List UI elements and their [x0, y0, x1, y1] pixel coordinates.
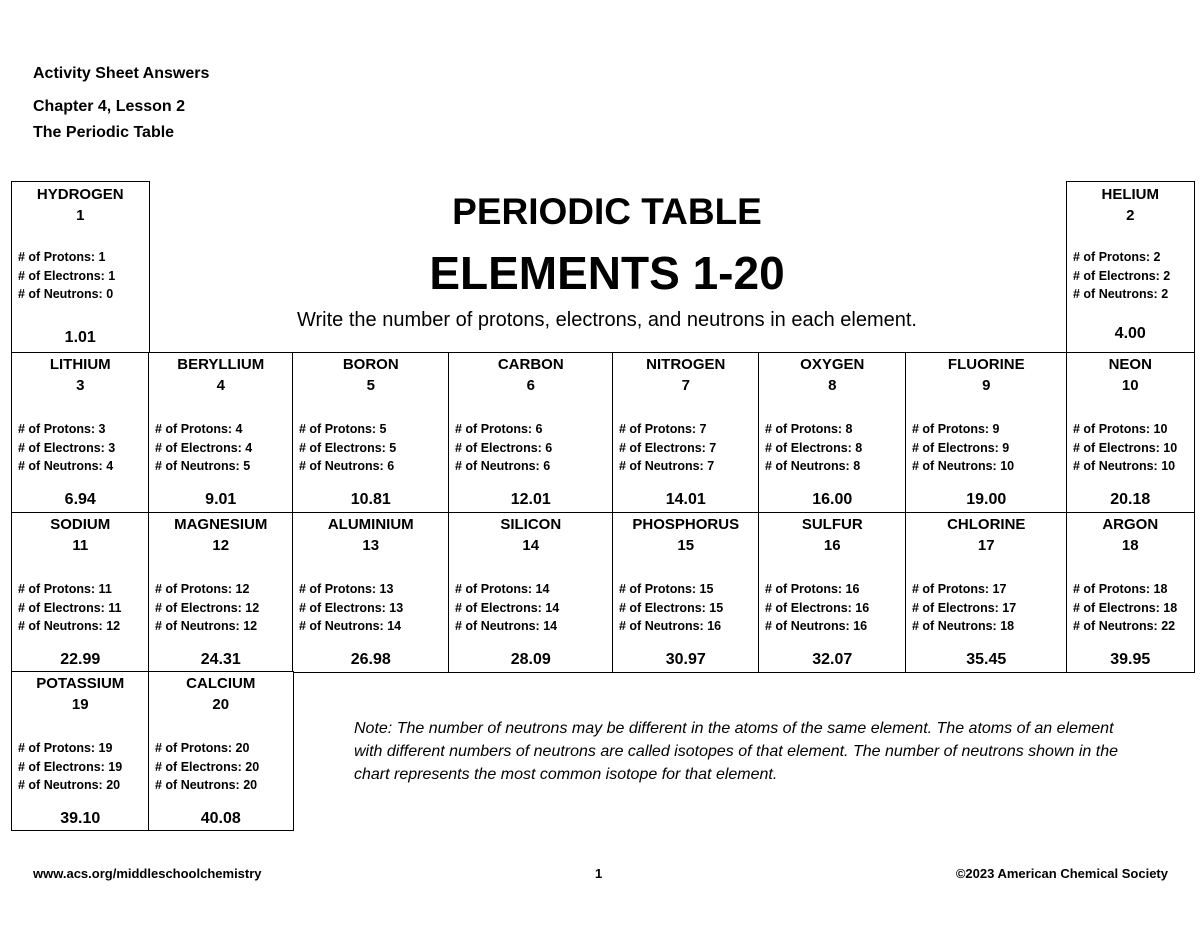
element-cell-argon [1066, 512, 1195, 673]
atomic-number: 16 [823, 537, 841, 554]
atomic-mass: 6.94 [64, 491, 96, 508]
element-cell-fluorine [905, 352, 1068, 514]
element-name: ALUMINIUM [327, 516, 414, 533]
particle-counts [455, 420, 552, 476]
protons-count: # of Protons: 10 [1073, 422, 1168, 436]
atomic-mass: 26.98 [350, 651, 391, 668]
electrons-count: # of Electrons: 1 [18, 268, 116, 283]
element-name: CARBON [497, 356, 564, 373]
element-cell-potassium [11, 671, 150, 831]
chapter-lesson-heading: Chapter 4, Lesson 2 [33, 98, 186, 115]
atomic-number: 13 [362, 537, 380, 554]
electrons-count: # of Electrons: 13 [299, 600, 404, 615]
element-cell-helium [1066, 181, 1195, 354]
electrons-count: # of Electrons: 20 [155, 759, 260, 774]
element-name: OXYGEN [800, 356, 865, 373]
particle-counts [155, 580, 259, 636]
element-cell-beryllium [148, 352, 294, 514]
element-cell-chlorine [905, 512, 1068, 673]
lesson-title-heading: The Periodic Table [33, 124, 175, 141]
title-line-1: PERIODIC TABLE [452, 191, 762, 232]
neutrons-count: # of Neutrons: 12 [18, 619, 121, 633]
element-cell-lithium [11, 352, 150, 514]
atomic-mass: 39.95 [1110, 651, 1151, 668]
atomic-number: 19 [71, 696, 89, 713]
particle-counts [18, 420, 115, 476]
particle-counts [912, 580, 1016, 636]
element-cell-neon [1066, 352, 1195, 514]
element-cell-boron [292, 352, 450, 514]
atomic-number: 8 [828, 377, 837, 394]
protons-count: # of Protons: 18 [1073, 582, 1168, 596]
particle-counts [1073, 248, 1170, 304]
element-name: NITROGEN [646, 356, 726, 373]
footer-url: www.acs.org/middleschoolchemistry [33, 866, 262, 881]
atomic-number: 20 [212, 696, 230, 713]
electrons-count: # of Electrons: 14 [455, 600, 560, 615]
neutrons-count: # of Neutrons: 14 [455, 619, 558, 633]
atomic-number: 11 [72, 537, 89, 554]
instruction-text: Write the number of protons, electrons, and neutrons in each element. [297, 309, 917, 331]
atomic-mass: 16.00 [812, 491, 853, 508]
element-name: HELIUM [1101, 186, 1159, 203]
atomic-mass: 24.31 [200, 651, 241, 668]
protons-count: # of Protons: 14 [455, 582, 550, 596]
atomic-mass: 9.01 [205, 491, 237, 508]
neutrons-count: # of Neutrons: 18 [912, 619, 1015, 633]
atomic-mass: 22.99 [60, 651, 101, 668]
neutrons-count: # of Neutrons: 16 [619, 619, 722, 633]
atomic-number: 9 [982, 377, 991, 394]
electrons-count: # of Electrons: 8 [765, 440, 863, 455]
particle-counts [155, 739, 259, 795]
neutrons-count: # of Neutrons: 0 [18, 287, 114, 301]
atomic-number: 14 [522, 537, 540, 554]
atomic-mass: 20.18 [1110, 491, 1151, 508]
neutrons-count: # of Neutrons: 4 [18, 459, 114, 473]
element-name: ARGON [1102, 516, 1159, 533]
atomic-number: 15 [677, 537, 695, 554]
element-cell-phosphorus [612, 512, 760, 673]
neutrons-count: # of Neutrons: 20 [18, 778, 121, 792]
atomic-mass: 1.01 [64, 329, 96, 346]
protons-count: # of Protons: 7 [619, 422, 707, 436]
element-name: NEON [1108, 356, 1152, 373]
atomic-mass: 30.97 [665, 651, 706, 668]
protons-count: # of Protons: 5 [299, 422, 387, 436]
electrons-count: # of Electrons: 18 [1073, 600, 1178, 615]
atomic-number: 4 [216, 377, 225, 394]
neutrons-count: # of Neutrons: 10 [1073, 459, 1176, 473]
electrons-count: # of Electrons: 10 [1073, 440, 1178, 455]
neutrons-count: # of Neutrons: 14 [299, 619, 402, 633]
element-cell-oxygen [758, 352, 907, 514]
isotope-note: Note: The number of neutrons may be different in the atoms of the same element. The atoms of an element with different numbers of neutrons are called isotopes of that element. The number of neutrons shown in the chart represents the most common isotope for that element. [354, 720, 1118, 783]
title-line-2: ELEMENTS 1-20 [429, 247, 785, 299]
electrons-count: # of Electrons: 17 [912, 600, 1017, 615]
element-name: CALCIUM [186, 675, 256, 692]
footer-copyright: ©2023 American Chemical Society [955, 866, 1168, 881]
element-cell-magnesium [148, 512, 294, 673]
atomic-number: 5 [366, 377, 375, 394]
element-name: BERYLLIUM [177, 356, 265, 373]
element-name: FLUORINE [947, 356, 1025, 373]
element-name: CHLORINE [947, 516, 1026, 533]
element-cell-sulfur [758, 512, 907, 673]
atomic-mass: 19.00 [966, 491, 1007, 508]
neutrons-count: # of Neutrons: 6 [455, 459, 551, 473]
element-name: LITHIUM [49, 356, 111, 373]
element-cell-silicon [448, 512, 614, 673]
electrons-count: # of Electrons: 19 [18, 759, 123, 774]
neutrons-count: # of Neutrons: 16 [765, 619, 868, 633]
protons-count: # of Protons: 17 [912, 582, 1007, 596]
protons-count: # of Protons: 11 [18, 582, 112, 596]
element-name: POTASSIUM [36, 675, 125, 692]
atomic-mass: 32.07 [812, 651, 853, 668]
protons-count: # of Protons: 1 [18, 250, 106, 264]
neutrons-count: # of Neutrons: 5 [155, 459, 251, 473]
protons-count: # of Protons: 4 [155, 422, 243, 436]
particle-counts [765, 580, 869, 636]
electrons-count: # of Electrons: 4 [155, 440, 253, 455]
particle-counts [619, 420, 716, 476]
electrons-count: # of Electrons: 15 [619, 600, 724, 615]
element-cell-hydrogen [11, 181, 150, 354]
protons-count: # of Protons: 3 [18, 422, 106, 436]
element-cell-aluminium [292, 512, 450, 673]
atomic-mass: 40.08 [200, 810, 241, 827]
electrons-count: # of Electrons: 7 [619, 440, 717, 455]
protons-count: # of Protons: 16 [765, 582, 860, 596]
element-cell-nitrogen [612, 352, 760, 514]
atomic-mass: 39.10 [60, 810, 101, 827]
element-name: SILICON [500, 516, 562, 533]
element-cell-carbon [448, 352, 614, 514]
particle-counts [18, 580, 122, 636]
protons-count: # of Protons: 6 [455, 422, 543, 436]
atomic-mass: 12.01 [510, 491, 551, 508]
particle-counts [299, 420, 396, 476]
atomic-number: 18 [1121, 537, 1139, 554]
atomic-mass: 35.45 [966, 651, 1007, 668]
activity-sheet-heading: Activity Sheet Answers [33, 65, 210, 82]
electrons-count: # of Electrons: 9 [912, 440, 1010, 455]
particle-counts [455, 580, 559, 636]
neutrons-count: # of Neutrons: 12 [155, 619, 258, 633]
element-cell-sodium [11, 512, 150, 673]
atomic-mass: 4.00 [1114, 325, 1146, 342]
electrons-count: # of Electrons: 6 [455, 440, 553, 455]
particle-counts [619, 580, 723, 636]
element-name: HYDROGEN [36, 186, 124, 203]
atomic-mass: 10.81 [350, 491, 391, 508]
element-name: SULFUR [801, 516, 863, 533]
electrons-count: # of Electrons: 3 [18, 440, 116, 455]
atomic-number: 6 [526, 377, 535, 394]
atomic-mass: 28.09 [510, 651, 551, 668]
neutrons-count: # of Neutrons: 6 [299, 459, 395, 473]
electrons-count: # of Electrons: 5 [299, 440, 397, 455]
electrons-count: # of Electrons: 16 [765, 600, 870, 615]
protons-count: # of Protons: 8 [765, 422, 853, 436]
particle-counts [1073, 580, 1177, 636]
particle-counts [18, 248, 115, 304]
particle-counts [1073, 420, 1177, 476]
atomic-number: 1 [76, 207, 85, 224]
protons-count: # of Protons: 20 [155, 741, 250, 755]
protons-count: # of Protons: 9 [912, 422, 1000, 436]
electrons-count: # of Electrons: 12 [155, 600, 260, 615]
element-name: PHOSPHORUS [632, 516, 740, 533]
protons-count: # of Protons: 15 [619, 582, 714, 596]
protons-count: # of Protons: 19 [18, 741, 113, 755]
neutrons-count: # of Neutrons: 8 [765, 459, 861, 473]
element-name: BORON [342, 356, 399, 373]
element-name: SODIUM [50, 516, 111, 533]
neutrons-count: # of Neutrons: 7 [619, 459, 715, 473]
atomic-number: 7 [681, 377, 690, 394]
element-name: MAGNESIUM [174, 516, 268, 533]
particle-counts [912, 420, 1014, 476]
electrons-count: # of Electrons: 11 [18, 600, 122, 615]
atomic-number: 2 [1126, 207, 1135, 224]
particle-counts [765, 420, 862, 476]
atomic-number: 10 [1121, 377, 1139, 394]
protons-count: # of Protons: 2 [1073, 250, 1161, 264]
neutrons-count: # of Neutrons: 2 [1073, 287, 1169, 301]
neutrons-count: # of Neutrons: 20 [155, 778, 258, 792]
protons-count: # of Protons: 12 [155, 582, 250, 596]
particle-counts [18, 739, 122, 795]
particle-counts [155, 420, 252, 476]
element-cell-calcium [148, 671, 294, 831]
atomic-number: 3 [76, 377, 85, 394]
electrons-count: # of Electrons: 2 [1073, 268, 1171, 283]
atomic-number: 17 [977, 537, 995, 554]
neutrons-count: # of Neutrons: 10 [912, 459, 1015, 473]
atomic-number: 12 [212, 537, 230, 554]
protons-count: # of Protons: 13 [299, 582, 394, 596]
footer-page-number: 1 [595, 866, 603, 881]
neutrons-count: # of Neutrons: 22 [1073, 619, 1176, 633]
atomic-mass: 14.01 [665, 491, 706, 508]
particle-counts [299, 580, 403, 636]
